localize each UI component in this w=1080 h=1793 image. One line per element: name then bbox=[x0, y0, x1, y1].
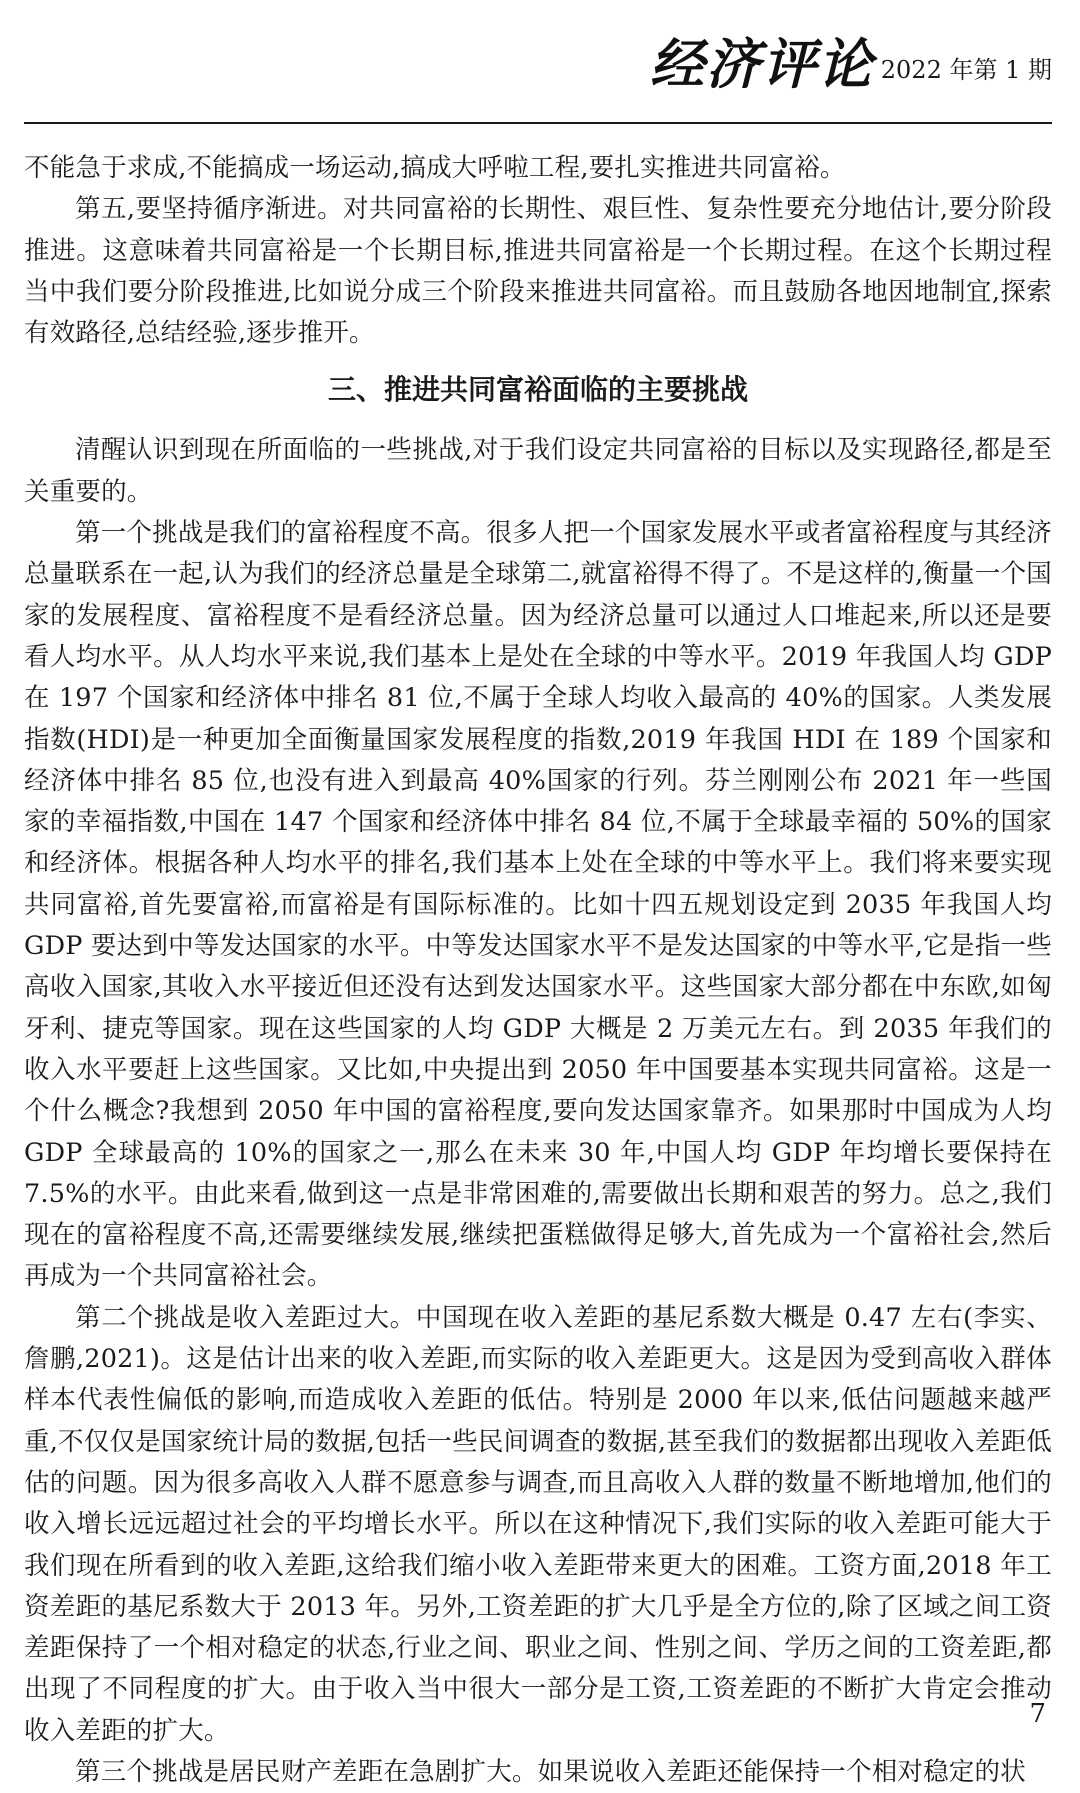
paragraph-fifth-point: 第五,要坚持循序渐进。对共同富裕的长期性、艰巨性、复杂性要充分地估计,要分阶段推进。这意味着共同富裕是一个长期目标,推进共同富裕是一个长期过程。在这个长期过程当中我们要分阶段推进,比如说分成三个阶段来推进共同富裕。而且鼓励各地因地制宜,探索有效路径,总结经验,逐步推开。 bbox=[24, 194, 1052, 349]
paragraph-challenge-two: 第二个挑战是收入差距过大。中国现在收入差距的基尼系数大概是 0.47 左右(李实、詹鹏,2021)。这是估计出来的收入差距,而实际的收入差距更大。这是因为受到高收入群体样本代表性偏低的影响,而造成收入差距的低估。特别是 2000 年以来,低估问题越来越严重,不仅仅是国家统计局的数据,包括一些民间调查的数据,甚至我们的数据都出现收入差距低估的问题。因为很多高收入人群不愿意参与调查,而且高收入人群的数量不断地增加,他们的收入增长远远超过社会的平均增长水平。所以在这种情况下,我们实际的收入差距可能大于我们现在所看到的收入差距,这给我们缩小收入差距带来更大的困难。工资方面,2018 年工资差距的基尼系数大于 2013 年。另外,工资差距的扩大几乎是全方位的,除了区域之间工资差距保持了一个相对稳定的状态,行业之间、职业之间、性别之间、学历之间的工资差距,都出现了不同程度的扩大。由于收入当中很大一部分是工资,工资差距的不断扩大肯定会推动收入差距的扩大。 bbox=[24, 1302, 1052, 1746]
section-heading: 三、推进共同富裕面临的主要挑战 bbox=[327, 373, 748, 407]
journal-title: 经济评论 bbox=[650, 32, 874, 96]
page-header bbox=[24, 18, 1052, 124]
article-body bbox=[24, 148, 1052, 1793]
page-number: 7 bbox=[1029, 1699, 1046, 1729]
paragraph-continuation: 不能急于求成,不能搞成一场运动,搞成大呼啦工程,要扎实推进共同富裕。 bbox=[24, 153, 846, 183]
paragraph-challenge-three: 第三个挑战是居民财产差距在急剧扩大。如果说收入差距还能保持一个相对稳定的状 bbox=[75, 1756, 1026, 1787]
paragraph-challenge-one: 第一个挑战是我们的富裕程度不高。很多人把一个国家发展水平或者富裕程度与其经济总量联系在一起,认为我们的经济总量是全球第二,就富裕得不得了。不是这样的,衡量一个国家的发展程度、富裕程度不是看经济总量。因为经济总量可以通过人口堆起来,所以还是要看人均水平。从人均水平来说,我们基本上是处在全球的中等水平。2019 年我国人均 GDP 在 197 个国家和经济体中排名 81 位,不属于全球人均收入最高的 40%的国家。人类发展指数(HDI)是一种更加全面衡量国家发展程度的指数,2019 年我国 HDI 在 189 个国家和经济体中排名 85 位,也没有进入到最高 40%国家的行列。芬兰刚刚公布 2021 年一些国家的幸福指数,中国在 147 个国家和经济体中排名 84 位,不属于全球最幸福的 50%的国家和经济体。根据各种人均水平的排名,我们基本上处在全球的中等水平上。我们将来要实现共同富裕,首先要富裕,而富裕是有国际标准的。比如十四五规划设定到 2035 年我国人均 GDP 要达到中等发达国家的水平。中等发达国家水平不是发达国家的中等水平,它是指一些高收入国家,其收入水平接近但还没有达到发达国家水平。这些国家大部分都在中东欧,如匈牙利、捷克等国家。现在这些国家的人均 GDP 大概是 2 万美元左右。到 2035 年我们的收入水平要赶上这些国家。又比如,中央提出到 2050 年中国要基本实现共同富裕。这是一个什么概念?我想到 2050 年中国的富裕程度,要向发达国家靠齐。如果那时中国成为人均 GDP 全球最高的 10%的国家之一,那么在未来 30 年,中国人均 GDP 年均增长要保持在7.5%的水平。由此来看,做到这一点是非常困难的,需要做出长期和艰苦的努力。总之,我们现在的富裕程度不高,还需要继续发展,继续把蛋糕做得足够大,首先成为一个富裕社会,然后再成为一个共同富裕社会。 bbox=[24, 518, 1052, 1292]
paragraph-intro: 清醒认识到现在所面临的一些挑战,对于我们设定共同富裕的目标以及实现路径,都是至关重要的。 bbox=[24, 435, 1052, 507]
issue-label: 2022 年第 1 期 bbox=[880, 56, 1052, 84]
